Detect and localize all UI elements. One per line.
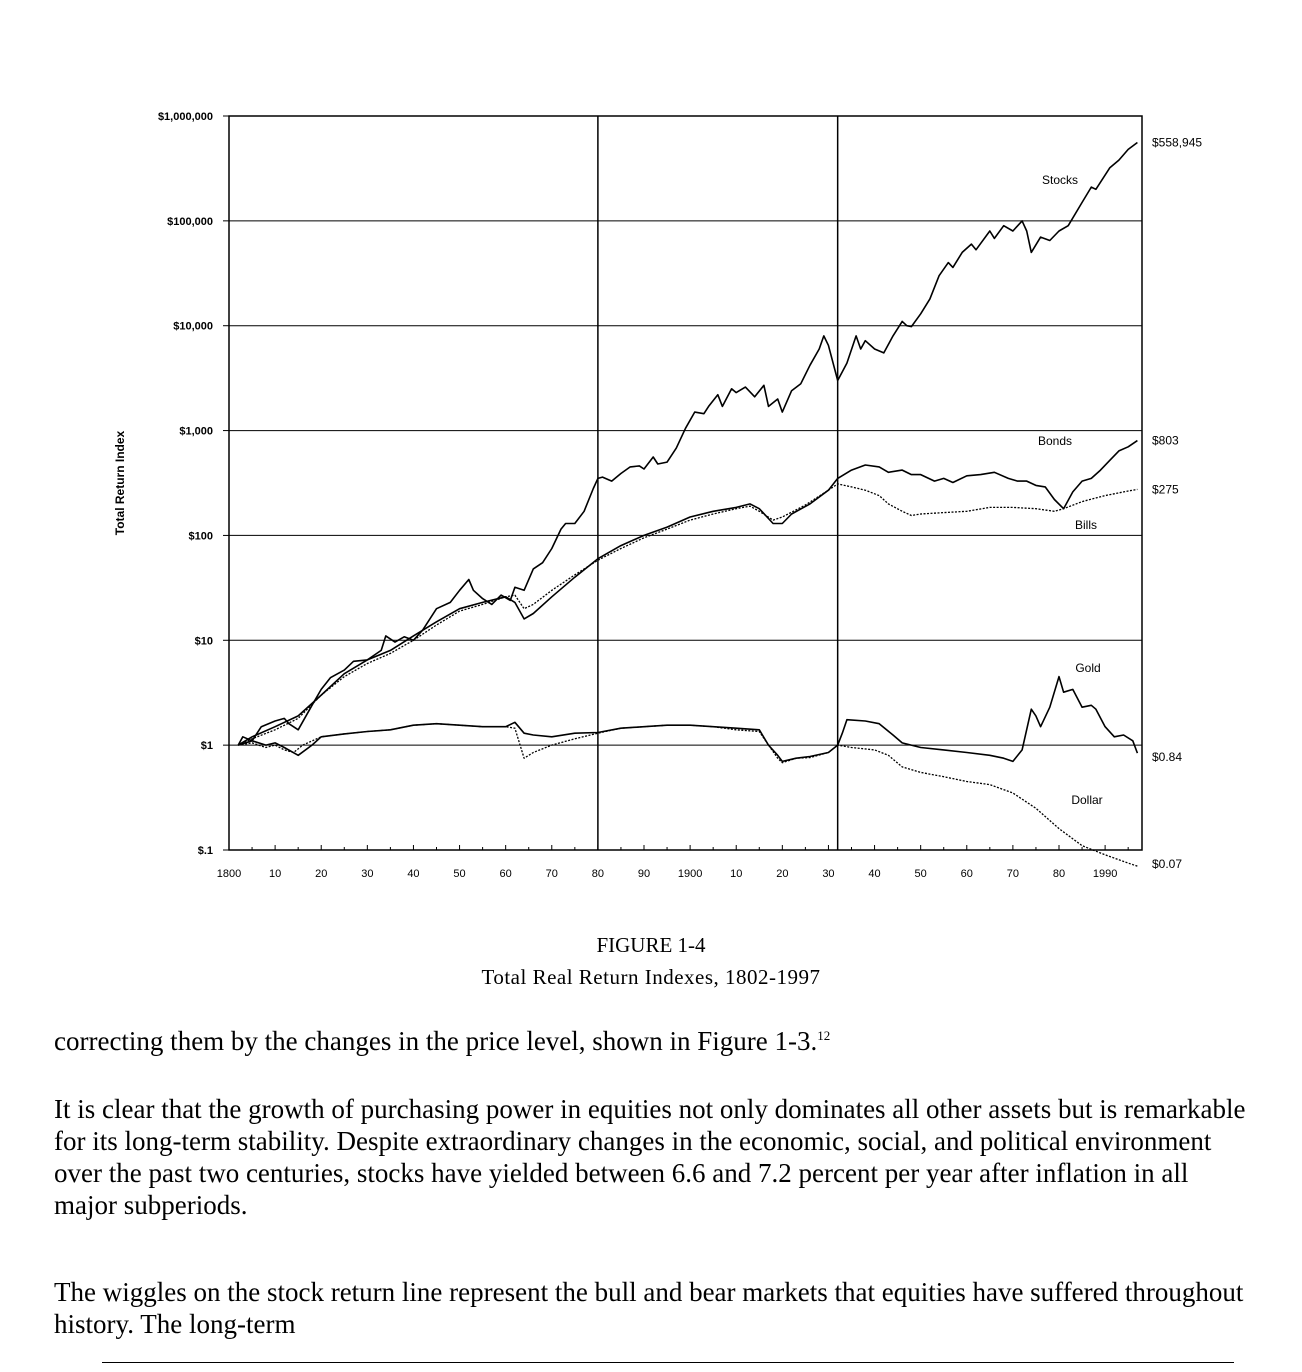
x-tick-label: 80 bbox=[591, 868, 605, 880]
end-value-labels bbox=[1152, 135, 1202, 871]
x-tick-label: 40 bbox=[407, 868, 420, 880]
x-tick-label: 1800 bbox=[216, 868, 242, 880]
x-tick-label: 50 bbox=[453, 868, 466, 880]
series-label-bills: Bills bbox=[1074, 518, 1098, 532]
paragraph-1-text: correcting them by the changes in the price level, shown in Figure 1-3. bbox=[54, 1026, 818, 1056]
paragraph-2: It is clear that the growth of purchasing power in equities not only dominates all other assets but is remarkable for its long-term stability. Despite extraordinary changes in the economic, social, and political environment over the past two centuries, stocks have yielded between 6.6 and 7.2 percent per year after inflation in all major subperiods. bbox=[54, 1094, 1246, 1220]
series-line-bonds bbox=[238, 441, 1137, 745]
footnote-ref: 12 bbox=[817, 1028, 831, 1043]
y-axis-title: Total Return Index bbox=[113, 430, 127, 536]
series-lines bbox=[238, 143, 1137, 867]
x-tick-label: 60 bbox=[499, 868, 512, 880]
y-axis-ticks bbox=[158, 111, 229, 857]
x-tick-label: 20 bbox=[315, 868, 328, 880]
figure-number: FIGURE 1-4 bbox=[596, 933, 706, 957]
series-label-dollar: Dollar bbox=[1071, 793, 1103, 807]
x-tick-label: 10 bbox=[730, 868, 743, 880]
x-tick-label: 70 bbox=[1006, 868, 1020, 880]
footnote-rule bbox=[102, 1362, 1234, 1363]
paragraph-3: The wiggles on the stock return line represent the bull and bear markets that equities have suffered throughout history. The long-term bbox=[54, 1277, 1244, 1339]
x-tick-label: 40 bbox=[868, 868, 881, 880]
paragraph-1 bbox=[54, 1025, 1254, 1057]
x-tick-label: 1900 bbox=[677, 868, 703, 880]
y-tick-label: $1 bbox=[200, 740, 213, 753]
series-label-gold: Gold bbox=[1075, 661, 1101, 675]
end-label-bonds: $803 bbox=[1152, 433, 1179, 448]
x-tick-label: 30 bbox=[822, 868, 835, 880]
y-tick-label: $1,000,000 bbox=[157, 111, 213, 123]
figure-title: Total Real Return Indexes, 1802-1997 bbox=[481, 965, 821, 989]
x-tick-label: 60 bbox=[960, 868, 973, 880]
end-label-bills: $275 bbox=[1152, 482, 1179, 497]
y-tick-label: $100,000 bbox=[167, 215, 213, 228]
end-label-dollar: $0.07 bbox=[1152, 857, 1183, 872]
series-line-stocks bbox=[238, 143, 1137, 746]
series-label-stocks: Stocks bbox=[1041, 173, 1079, 187]
x-tick-label: 30 bbox=[361, 868, 374, 880]
y-tick-label: $10,000 bbox=[173, 320, 213, 333]
end-label-gold: $0.84 bbox=[1152, 750, 1183, 765]
x-tick-label: 20 bbox=[776, 868, 789, 880]
x-tick-label: 50 bbox=[914, 868, 927, 880]
x-tick-label: 1990 bbox=[1092, 868, 1118, 880]
series-line-bills bbox=[238, 484, 1137, 745]
series-line-gold bbox=[238, 677, 1137, 762]
y-tick-label: $1,000 bbox=[179, 425, 213, 438]
y-tick-label: $10 bbox=[194, 635, 213, 648]
y-tick-label: $.1 bbox=[197, 845, 213, 857]
x-tick-label: 80 bbox=[1052, 868, 1066, 880]
series-label-bonds: Bonds bbox=[1037, 434, 1073, 448]
x-tick-label: 10 bbox=[268, 868, 282, 880]
x-tick-label: 90 bbox=[637, 868, 651, 880]
y-tick-label: $100 bbox=[188, 530, 213, 543]
x-tick-label: 70 bbox=[545, 868, 558, 880]
end-label-stocks: $558,945 bbox=[1152, 135, 1203, 150]
